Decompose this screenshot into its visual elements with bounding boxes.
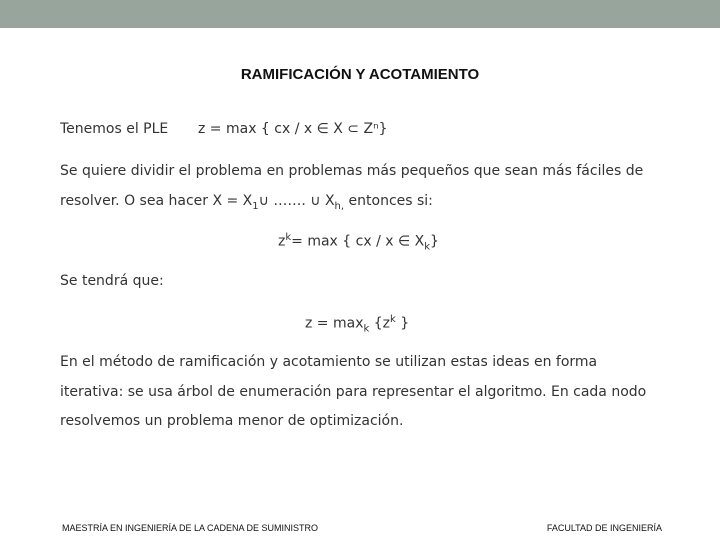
paragraph-2-line-2: iterativa: se usa árbol de enumeración para representar el algoritmo. En cada nodo	[60, 384, 647, 400]
text-segment: = max { cx / x ∈ X	[291, 233, 425, 250]
text-segment: z	[278, 233, 286, 250]
paragraph-1-line-1: Se quiere dividir el problema en problemas más pequeños que sean más fáciles de	[60, 163, 644, 179]
text-segment: ∪ ……. ∪ X	[258, 193, 335, 209]
text-segment: z = max	[305, 315, 364, 332]
subscript: k	[424, 241, 431, 253]
superscript: k	[285, 232, 292, 243]
text-segment: }	[395, 315, 410, 332]
ple-formula: z = max { cx / x ∈ X ⊂ Zⁿ}	[198, 121, 388, 137]
subscript: h,	[334, 200, 345, 212]
ple-label: Tenemos el PLE	[60, 121, 169, 137]
subscript: k	[363, 323, 370, 335]
se-tendra-text: Se tendrá que:	[60, 273, 164, 289]
slide-title: RAMIFICACIÓN Y ACOTAMIENTO	[240, 66, 480, 83]
top-banner	[0, 0, 720, 28]
equation-zk	[278, 232, 439, 252]
footer-right: FACULTAD DE INGENIERÍA	[546, 523, 662, 533]
paragraph-2-line-1: En el método de ramificación y acotamiento se utilizan estas ideas en forma	[60, 354, 598, 370]
text-segment: resolver. O sea hacer X = X	[60, 193, 253, 209]
text-segment: }	[430, 233, 439, 250]
equation-z-max	[305, 314, 409, 334]
paragraph-1-line-2	[60, 193, 433, 212]
superscript: k	[390, 314, 396, 325]
footer-left: MAESTRÍA EN INGENIERÍA DE LA CADENA DE SUMINISTRO	[62, 523, 319, 533]
subscript: 1	[252, 200, 259, 212]
text-segment: entonces si:	[344, 193, 433, 209]
paragraph-2-line-3: resolvemos un problema menor de optimización.	[60, 413, 404, 429]
text-segment: {z	[369, 315, 390, 332]
